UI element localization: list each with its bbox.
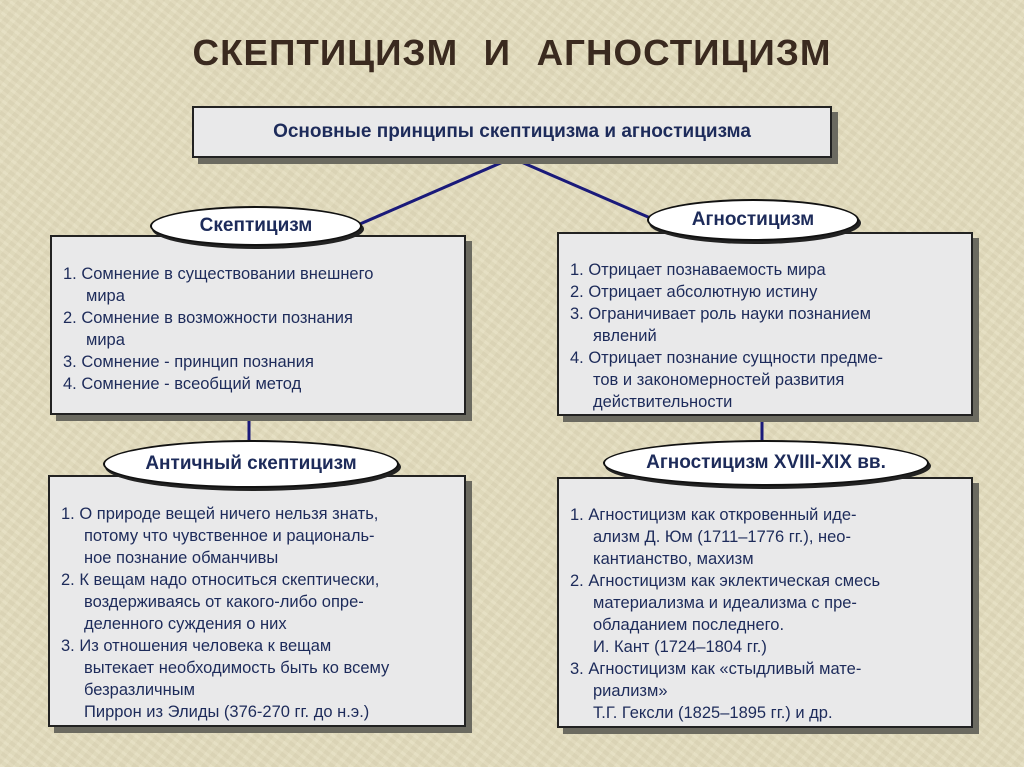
list-item-line: 3. Ограничивает роль науки познанием (570, 305, 872, 323)
list-item (50, 569, 464, 635)
list-item-line: риализм» (593, 682, 668, 700)
skepticism-list (52, 263, 464, 395)
list-item-line: обладанием последнего. (593, 616, 785, 634)
skepticism-box (50, 235, 466, 415)
list-item-line: безразличным (84, 681, 195, 699)
list-item-line: действительности (593, 393, 733, 411)
list-item-line: материализма и идеализма с пре- (593, 594, 857, 612)
list-item-line: 2. Отрицает абсолютную истину (570, 283, 818, 301)
list-item-line: кантианство, махизм (593, 550, 754, 568)
agnosticism-box (557, 232, 973, 416)
list-item-line: 4. Отрицает познание сущности предме- (570, 349, 883, 367)
agn1819-label: Агностицизм XVIII-XIX вв. (646, 452, 886, 473)
list-item-line: Пиррон из Элиды (376-270 гг. до н.э.) (84, 703, 370, 721)
list-item (559, 281, 971, 303)
list-item-line: деленного суждения о них (84, 615, 287, 633)
agn1819-pill (603, 440, 929, 486)
list-item-line: явлений (593, 327, 657, 345)
list-item (559, 303, 971, 347)
ancient-pill (103, 440, 399, 488)
list-item (559, 658, 971, 724)
list-item-line: 1. Сомнение в существовании внешнего (63, 265, 374, 283)
list-item-line: 1. Агностицизм как откровенный иде- (570, 506, 857, 524)
skepticism-pill (150, 206, 362, 246)
agn1819-box (557, 477, 973, 728)
ancient-box (48, 475, 466, 727)
list-item (52, 351, 464, 373)
skepticism-label: Скептицизм (199, 215, 313, 236)
list-item (52, 373, 464, 395)
connector-header-skepticism (360, 158, 512, 224)
list-item-line: 3. Сомнение - принцип познания (63, 353, 314, 371)
page-title: СКЕПТИЦИЗМ И АГНОСТИЦИЗМ (192, 32, 832, 73)
list-item-line: 3. Агностицизм как «стыдливый мате- (570, 660, 862, 678)
agnosticism-list (559, 259, 971, 413)
ancient-label: Античный скептицизм (145, 453, 357, 474)
list-item (559, 504, 971, 570)
list-item-line: ное познание обманчивы (84, 549, 279, 567)
list-item (559, 347, 971, 413)
list-item (52, 263, 464, 307)
agn1819-list (559, 504, 971, 724)
connector-header-agnosticism (512, 158, 655, 220)
list-item-line: 2. Агностицизм как эклектическая смесь (570, 572, 881, 590)
list-item-line: Т.Г. Гексли (1825–1895 гг.) и др. (593, 704, 833, 722)
list-item-line: 1. Отрицает познаваемость мира (570, 261, 826, 279)
list-item-line: 1. О природе вещей ничего нельзя знать, (61, 505, 379, 523)
list-item (559, 570, 971, 658)
agnosticism-pill (647, 199, 859, 241)
list-item-line: 3. Из отношения человека к вещам (61, 637, 332, 655)
list-item-line: 4. Сомнение - всеобщий метод (63, 375, 302, 393)
list-item (559, 259, 971, 281)
agnosticism-label: Агностицизм (691, 209, 815, 230)
list-item (50, 635, 464, 723)
list-item-line: потому что чувственное и рациональ- (84, 527, 375, 545)
list-item (52, 307, 464, 351)
header-label: Основные принципы скептицизма и агностицизма (273, 121, 751, 142)
list-item-line: ализм Д. Юм (1711–1776 гг.), нео- (593, 528, 851, 546)
list-item-line: тов и закономерностей развития (593, 371, 845, 389)
list-item-line: И. Кант (1724–1804 гг.) (593, 638, 767, 656)
list-item (50, 503, 464, 569)
list-item-line: воздерживаясь от какого-либо опре- (84, 593, 364, 611)
ancient-list (50, 503, 464, 723)
list-item-line: мира (86, 287, 125, 305)
list-item-line: 2. Сомнение в возможности познания (63, 309, 353, 327)
list-item-line: вытекает необходимость быть ко всему (84, 659, 390, 677)
list-item-line: 2. К вещам надо относиться скептически, (61, 571, 380, 589)
list-item-line: мира (86, 331, 125, 349)
header-box (192, 106, 832, 158)
